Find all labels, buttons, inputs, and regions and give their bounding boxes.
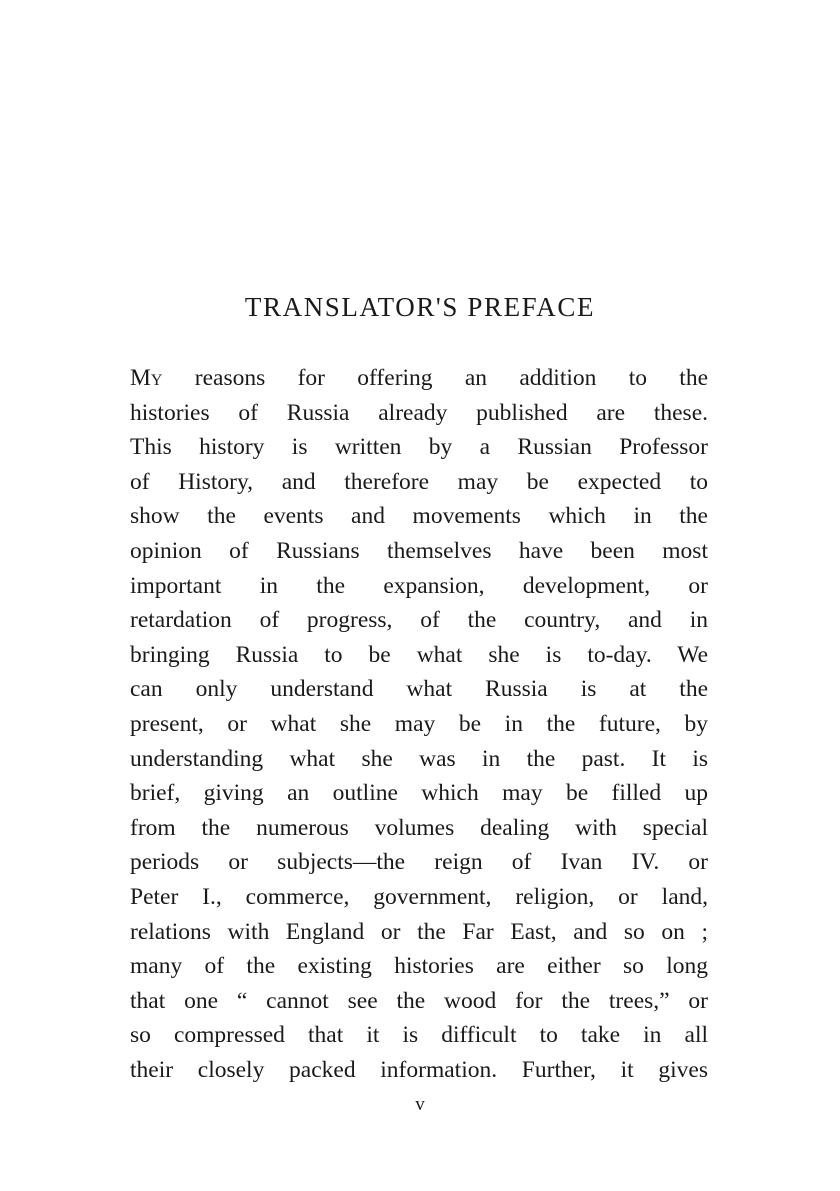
- preface-body: [130, 361, 708, 1087]
- page-number: v: [415, 1094, 425, 1115]
- text-line-16: Peter I., commerce, government, religion, or land,: [130, 883, 708, 910]
- text-line-10: can only understand what Russia is at the: [130, 676, 708, 703]
- text-line-4: of History, and therefore may be expected to: [130, 468, 708, 495]
- text-line-20: so compressed that it is difficult to take in all: [130, 1022, 708, 1049]
- text-line-5: show the events and movements which in the: [130, 503, 708, 530]
- text-line-21: their closely packed information. Further, it gives: [130, 1056, 708, 1083]
- text-line-17: relations with England or the Far East, and so on ;: [130, 918, 708, 945]
- text-line-1: [130, 361, 708, 396]
- text-line-3: This history is written by a Russian Professor: [130, 434, 708, 461]
- text-line-12: understanding what she was in the past. It is: [130, 745, 708, 772]
- text-line-11: present, or what she may be in the future, by: [130, 710, 708, 737]
- text-line-13: brief, giving an outline which may be filled up: [130, 780, 708, 807]
- text-line-8: retardation of progress, of the country, and in: [130, 607, 708, 634]
- text-line-18: many of the existing histories are either so long: [130, 953, 708, 980]
- text-line-9: bringing Russia to be what she is to-day. We: [130, 641, 708, 668]
- text-line-19: that one “ cannot see the wood for the trees,” or: [130, 987, 708, 1014]
- page-title: TRANSLATOR'S PREFACE: [244, 292, 596, 322]
- text-line-15: periods or subjects—the reign of Ivan IV. or: [130, 849, 708, 876]
- opening-word: My: [130, 365, 163, 391]
- text-line-7: important in the expansion, development, or: [130, 572, 708, 599]
- text-line-2: histories of Russia already published are these.: [130, 399, 708, 426]
- text-line-14: from the numerous volumes dealing with special: [130, 814, 708, 841]
- text-line-1-rest: reasons for offering an addition to the: [162, 365, 708, 391]
- text-line-6: opinion of Russians themselves have been most: [130, 537, 708, 564]
